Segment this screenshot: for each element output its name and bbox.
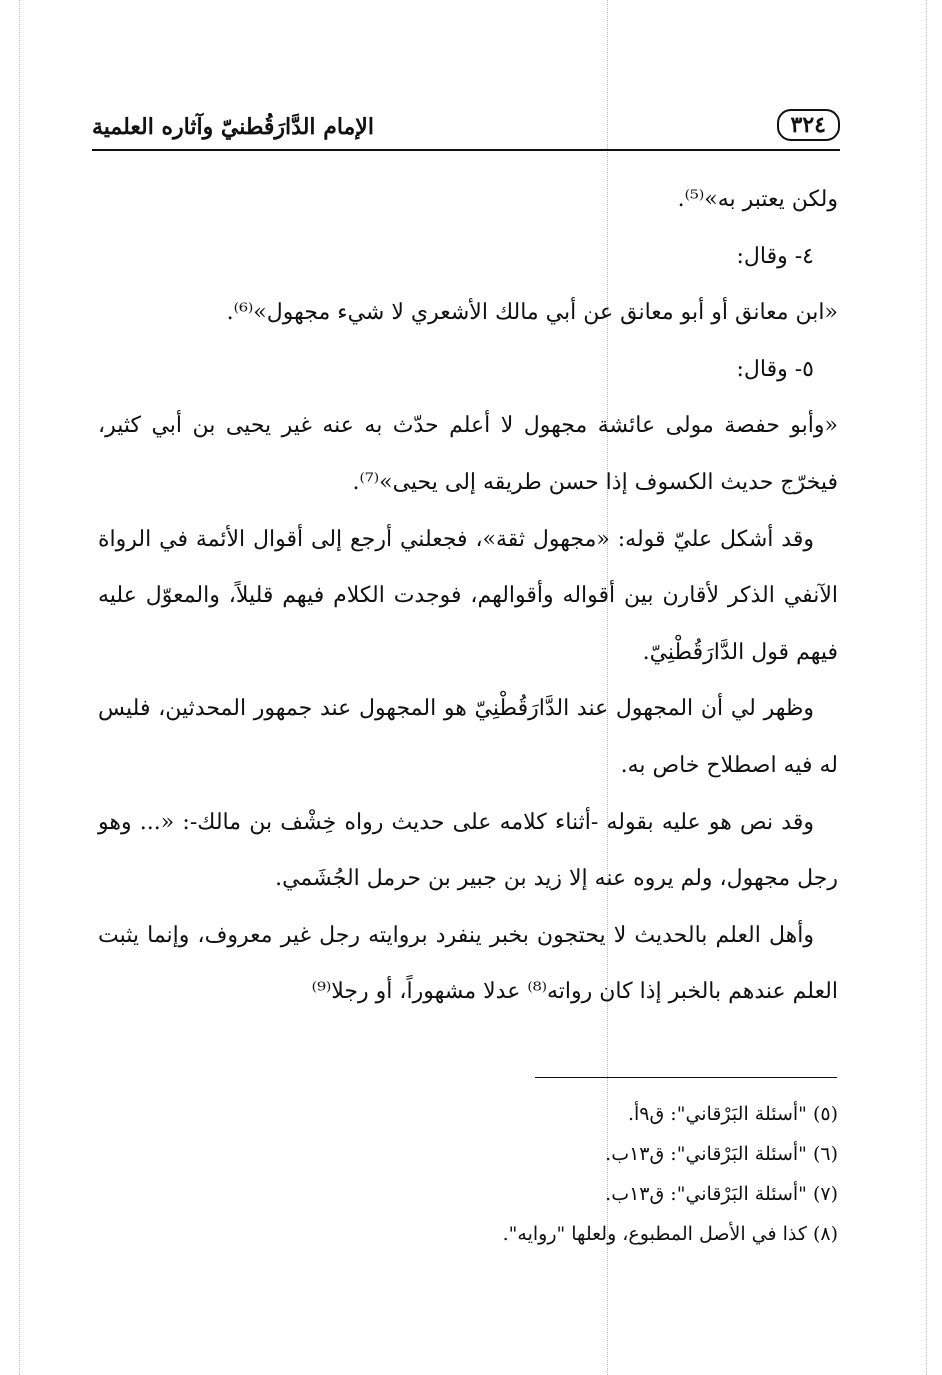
footnotes	[98, 1094, 838, 1254]
page-body	[98, 172, 838, 1021]
body-paragraph: وظهر لي أن المجهول عند الدَّارَقُطْنِيّ هو المجهول عند جمهور المحدثين، فليس له فيه اصطلاح خاص به.	[98, 696, 838, 778]
body-line: «ابن معانق أو أبو معانق عن أبي مالك الأشعري لا شيء مجهول»⁽⁶⁾.	[226, 300, 838, 326]
scan-margin-dots-right	[926, 0, 927, 1375]
running-title: الإمام الدَّارَقُطنيّ وآثاره العلمية	[92, 114, 374, 140]
footnote: (٨) كذا في الأصل المطبوع، ولعلها "روايه".	[502, 1223, 838, 1245]
footnote: (٧) "أسئلة البَرْقاني": ق١٣ب.	[605, 1183, 838, 1205]
body-paragraph: وأهل العلم بالحديث لا يحتجون بخبر ينفرد بروايته رجل غير معروف، وإنما يثبت العلم عندهم بالخبر إذا كان رواته⁽⁸⁾ عدلا مشهوراً، أو رجلا⁽⁹⁾	[98, 922, 838, 1005]
body-paragraph: «وأبو حفصة مولى عائشة مجهول لا أعلم حدّث به عنه غير يحيى بن أبي كثير، فيخرّج حديث الكسوف إذا حسن طريقه إلى يحيى»⁽⁷⁾.	[98, 413, 838, 495]
footnote: (٦) "أسئلة البَرْقاني": ق١٣ب.	[605, 1143, 838, 1165]
body-line: ٤- وقال:	[736, 243, 814, 269]
footnote-separator	[535, 1077, 837, 1078]
body-line: ولكن يعتبر به»⁽⁵⁾.	[677, 187, 838, 212]
page-number: ٣٢٤	[777, 109, 840, 141]
body-paragraph: وقد أشكل عليّ قوله: «مجهول ثقة»، فجعلني أرجع إلى أقوال الأئمة في الرواة الآنفي الذكر لأقارن بين أقواله وأقوالهم، فوجدت الكلام فيهم قليلاً، والمعوّل عليه فيهم قول الدَّارَقُطْنِيّ.	[98, 526, 838, 665]
page-header	[92, 105, 840, 151]
footnote: (٥) "أسئلة البَرْقاني": ق٩أ.	[627, 1103, 838, 1125]
scan-margin-dots-left	[19, 0, 20, 1375]
body-line: ٥- وقال:	[736, 356, 814, 382]
body-paragraph: وقد نص هو عليه بقوله -أثناء كلامه على حديث رواه خِشْف بن مالك-: «... وهو رجل مجهول، ولم يروه عنه إلا زيد بن جبير بن حرمل الجُشَمي.	[98, 809, 838, 892]
